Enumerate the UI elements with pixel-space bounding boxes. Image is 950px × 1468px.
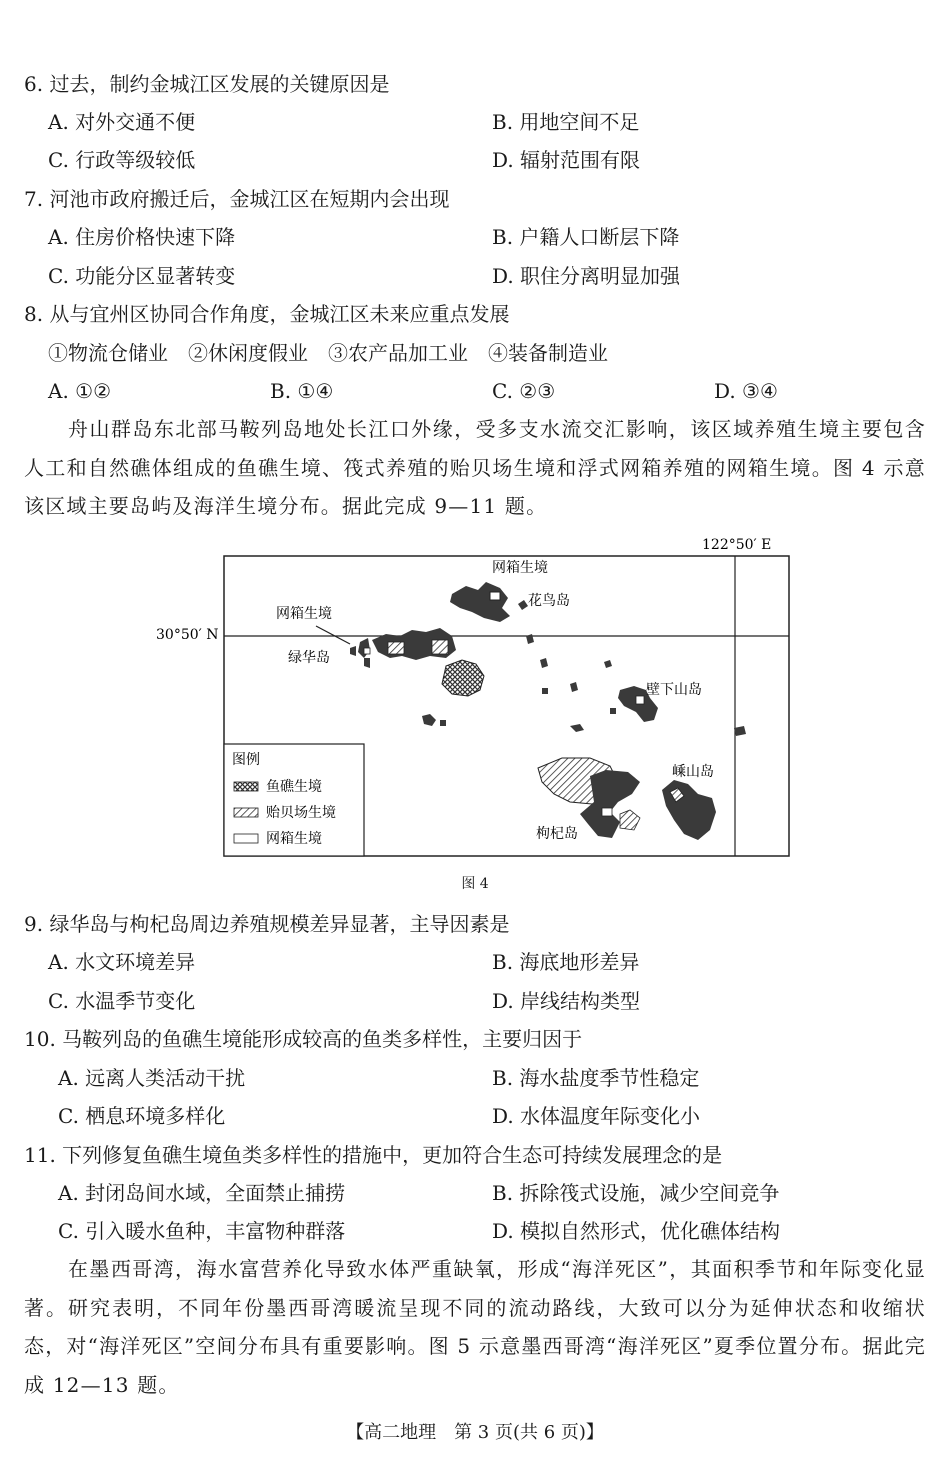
question-6-option-a[interactable]: A. 对外交通不便 — [48, 110, 196, 134]
label-bixiashan: 壁下山岛 — [646, 682, 702, 698]
question-8-option-a[interactable]: A. ①② — [48, 379, 112, 403]
label-cage-top: 网箱生境 — [492, 560, 548, 576]
islet — [542, 688, 548, 694]
label-cage-left: 网箱生境 — [276, 606, 332, 622]
mussel-habitat-lvhua — [388, 642, 404, 654]
question-9-option-d[interactable]: D. 岸线结构类型 — [492, 989, 641, 1013]
question-9-stem: 9. 绿华岛与枸杞岛周边养殖规模差异显著，主导因素是 — [24, 912, 510, 936]
question-7-option-c[interactable]: C. 功能分区显著转变 — [48, 264, 236, 288]
cage-habitat-huaniao — [490, 592, 500, 600]
figure-caption: 图 4 — [461, 876, 489, 892]
question-11-option-c[interactable]: C. 引入暖水鱼种，丰富物种群落 — [58, 1219, 346, 1243]
question-9-option-c[interactable]: C. 水温季节变化 — [48, 989, 196, 1013]
question-7-option-d[interactable]: D. 职住分离明显加强 — [492, 264, 681, 288]
longitude-label: 122°50′ E — [702, 537, 772, 553]
legend-cage-swatch — [234, 834, 258, 843]
question-8-option-b[interactable]: B. ①④ — [270, 379, 334, 403]
cage-habitat-bixiashan — [636, 696, 644, 704]
cage-habitat-lvhua — [364, 648, 370, 654]
legend-mussel-label: 贻贝场生境 — [266, 805, 336, 821]
question-11-option-d[interactable]: D. 模拟自然形式，优化礁体结构 — [492, 1219, 781, 1243]
legend-mussel-swatch — [234, 808, 258, 817]
label-huaniao: 花鸟岛 — [528, 593, 570, 609]
latitude-label: 30°50′ N — [156, 627, 219, 643]
legend-cage-label: 网箱生境 — [266, 831, 322, 847]
island-habitat-map — [150, 532, 790, 862]
question-10-option-b[interactable]: B. 海水盐度季节性稳定 — [492, 1066, 700, 1090]
question-6-stem: 6. 过去，制约金城江区发展的关键原因是 — [24, 72, 390, 96]
question-10-option-c[interactable]: C. 栖息环境多样化 — [58, 1104, 226, 1128]
question-11-stem: 11. 下列修复鱼礁生境鱼类多样性的措施中，更加符合生态可持续发展理念的是 — [24, 1143, 723, 1167]
label-gouqi: 枸杞岛 — [536, 826, 578, 842]
question-11-option-b[interactable]: B. 拆除筏式设施，减少空间竞争 — [492, 1181, 780, 1205]
question-8-option-d[interactable]: D. ③④ — [714, 379, 778, 403]
question-6-option-d[interactable]: D. 辐射范围有限 — [492, 148, 641, 172]
label-lvhua: 绿华岛 — [288, 650, 330, 666]
question-9-option-b[interactable]: B. 海底地形差异 — [492, 950, 640, 974]
question-7-option-b[interactable]: B. 户籍人口断层下降 — [492, 225, 680, 249]
legend-reef-swatch — [234, 782, 258, 791]
question-8-items: ①物流仓储业 ②休闲度假业 ③农产品加工业 ④装备制造业 — [48, 341, 608, 365]
islet — [610, 708, 616, 714]
legend-reef-label: 鱼礁生境 — [266, 779, 322, 795]
question-10-option-d[interactable]: D. 水体温度年际变化小 — [492, 1104, 701, 1128]
question-7-option-a[interactable]: A. 住房价格快速下降 — [48, 225, 236, 249]
question-6-option-b[interactable]: B. 用地空间不足 — [492, 110, 640, 134]
mussel-habitat-lvhua-2 — [432, 640, 448, 654]
question-10-option-a[interactable]: A. 远离人类活动干扰 — [58, 1066, 246, 1090]
question-11-option-a[interactable]: A. 封闭岛间水域，全面禁止捕捞 — [58, 1181, 346, 1205]
cage-habitat-gouqi — [602, 808, 612, 816]
legend-title: 图例 — [232, 752, 260, 768]
question-10-stem: 10. 马鞍列岛的鱼礁生境能形成较高的鱼类多样性，主要归因于 — [24, 1027, 583, 1051]
islet — [440, 720, 446, 726]
page-footer: 【高二地理 第 3 页(共 6 页)】 — [346, 1422, 604, 1443]
question-6-option-c[interactable]: C. 行政等级较低 — [48, 148, 196, 172]
question-8-option-c[interactable]: C. ②③ — [492, 379, 556, 403]
label-shengshan: 嵊山岛 — [672, 764, 714, 780]
question-9-option-a[interactable]: A. 水文环境差异 — [48, 950, 196, 974]
passage-mananlie-islands: 舟山群岛东北部马鞍列岛地处长江口外缘，受多支水流交汇影响，该区域养殖生境主要包含人工和自然礁体组成的鱼礁生境、筏式养殖的贻贝场生境和浮式网箱养殖的网箱生境。图 4 示意该区域主要岛屿及海洋生境分布。据此完成 9—11 题。 — [24, 417, 926, 518]
question-7-stem: 7. 河池市政府搬迁后，金城江区在短期内会出现 — [24, 187, 450, 211]
question-8-stem: 8. 从与宜州区协同合作角度，金城江区未来应重点发展 — [24, 302, 510, 326]
passage-gulf-of-mexico: 在墨西哥湾，海水富营养化导致水体严重缺氧，形成“海洋死区”，其面积季节和年际变化显著。研究表明，不同年份墨西哥湾暖流呈现不同的流动路线，大致可以分为延伸状态和收缩状态，对“海洋死区”空间分布具有重要影响。图 5 示意墨西哥湾“海洋死区”夏季位置分布。据此完成 12—13 题。 — [24, 1257, 926, 1397]
